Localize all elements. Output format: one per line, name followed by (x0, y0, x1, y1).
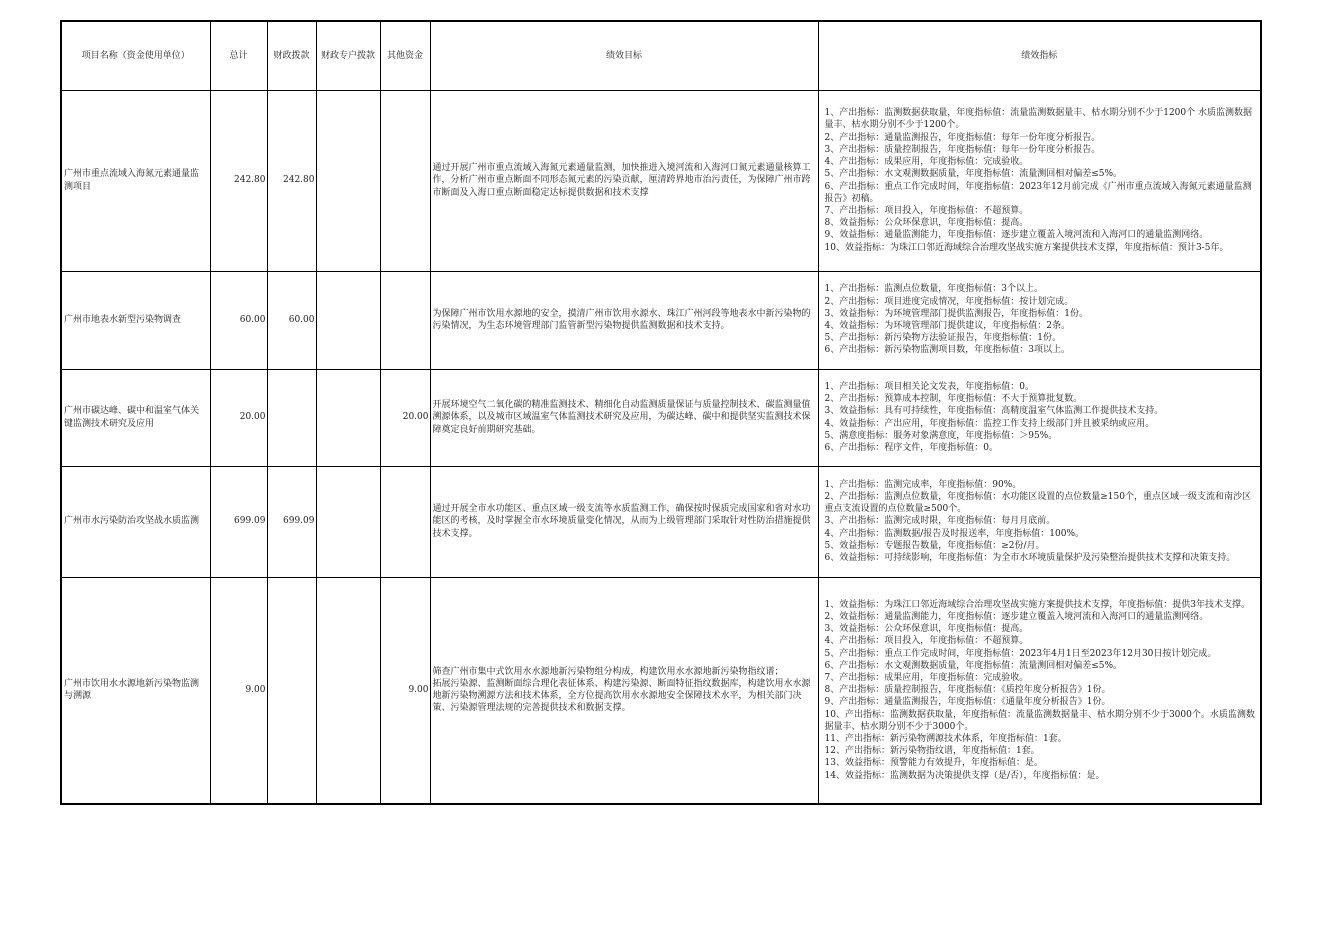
project-name-cell: 广州市饮用水水源地新污染物监测与溯源 (61, 577, 210, 804)
table-row (61, 369, 1261, 466)
indicator-line: 9、效益指标：通量监测能力，年度指标值：逐步建立覆盖入境河流和入海河口的通量监测网络。 (824, 230, 1209, 241)
indicator-line: 1、产出指标：项目相关论文发表，年度指标值：0。 (824, 381, 1034, 392)
indicator-line: 3、产出指标：监测完成时限，年度指标值：每月月底前。 (824, 516, 1056, 527)
indicator-line: 4、产出指标：项目投入，年度指标值：不超预算。 (824, 636, 1029, 647)
indicator-line: 7、产出指标：项目投入，年度指标值：不超预算。 (824, 205, 1029, 216)
performance-indicators-cell (818, 577, 1261, 804)
indicator-line: 1、效益指标：为珠江口邻近海域综合治理攻坚战实施方案提供技术支撑，年度指标值：提供3年技术支撑。 (824, 599, 1250, 610)
indicator-line: 1、产出指标：监测点位数量，年度指标值：3个以上。 (824, 284, 1043, 295)
project-name-cell: 广州市重点流域入海氮元素通量监测项目 (61, 90, 210, 271)
indicator-line: 5、满意度指标：服务对象满意度，年度指标值：＞95%。 (824, 430, 1058, 441)
indicator-line: 6、产出指标：水文观测数据质量，年度指标值：流量测回相对偏差≤5%。 (824, 660, 1123, 671)
performance-goal-cell: 通过开展全市水功能区、重点区域一级支流等水质监测工作，确保按时保质完成国家和省对水功能区的考核，及时掌握全市水环境质量变化情况，从而为上级管理部门采取针对性防治措施提供技术支撑。 (430, 466, 818, 577)
fiscal-allocation-cell: 699.09 (267, 466, 316, 577)
indicator-line: 5、产出指标：新污染物方法验证报告，年度指标值：1份。 (824, 333, 1061, 344)
table-row (61, 466, 1261, 577)
indicator-line: 6、产出指标：重点工作完成时间，年度指标值：2023年12月前完成《广州市重点流域入海氮元素通量监测报告》初稿。 (824, 181, 1252, 204)
total-cell: 60.00 (210, 271, 267, 369)
indicator-line: 4、效益指标：产出应用，年度指标值：监控工作支持上级部门并且被采纳或应用。 (824, 418, 1155, 429)
header-performance-indicators: 绩效指标 (818, 21, 1261, 90)
performance-indicators-cell (818, 369, 1261, 466)
indicator-line: 4、产出指标：成果应用，年度指标值：完成验收。 (824, 157, 1029, 168)
indicator-line: 13、效益指标：预警能力有效提升，年度指标值：是。 (824, 758, 1043, 769)
fiscal-allocation-cell: 242.80 (267, 90, 316, 271)
performance-goal-cell: 通过开展广州市重点流域入海氮元素通量监测，加快推进入境河流和入海河口氮元素通量核算工作，分析广州市重点断面不同形态氮元素的污染贡献，厘清跨界地市治污责任，为保障广州市跨市断面及入海口重点断面稳定达标提供数据和技术支撑 (430, 90, 818, 271)
header-fiscal-allocation: 财政拨款 (267, 21, 316, 90)
special-account-cell (316, 577, 380, 804)
total-cell: 9.00 (210, 577, 267, 804)
performance-goal-cell: 开展环境空气二氧化碳的精准监测技术、精细化自动监测质量保证与质量控制技术、碳监测量值溯源体系，以及城市区域温室气体监测技术研究及应用，为碳达峰、碳中和提供坚实监测技术保障奠定良好前期研究基础。 (430, 369, 818, 466)
indicator-line: 2、产出指标：预算成本控制，年度指标值：不大于预算批复数。 (824, 394, 1083, 405)
indicator-line: 4、效益指标：为环境管理部门提供建议，年度指标值：2条。 (824, 321, 1070, 331)
special-account-cell (316, 271, 380, 369)
indicator-line: 8、效益指标：公众环保意识，年度指标值：提高。 (824, 218, 1029, 229)
fiscal-allocation-cell (267, 369, 316, 466)
indicator-line: 3、效益指标：公众环保意识，年度指标值：提高。 (824, 624, 1029, 635)
performance-goal-cell: 筛查广州市集中式饮用水水源地新污染物组分构成，构建饮用水水源地新污染物指纹谱； 拓展污染源、监测断面综合理化表征体系、构建污染源、断面特征指纹数据库，构建饮用水水源地新污染物溯源方法和技术体系，全方位提高饮用水水源地安全保障技术水平，为相关部门决策、污染源管理法规的完善提供技术和数据支撑。 (430, 577, 818, 804)
indicator-line: 1、产出指标：监测数据获取量，年度指标值：流量监测数据量丰、枯水期分别不少于1200个 水质监测数据量丰、枯水期分别不少于1200个。 (824, 108, 1252, 131)
project-name-cell: 广州市碳达峰、碳中和温室气体关键监测技术研究及应用 (61, 369, 210, 466)
indicator-line: 6、产出指标：新污染物监测项目数，年度指标值：3项以上。 (824, 345, 1070, 356)
indicator-line: 9、产出指标：通量监测报告，年度指标值：《通量年度分析报告》1份。 (824, 697, 1111, 708)
performance-indicators-cell (818, 271, 1261, 369)
indicator-line: 2、产出指标：项目进度完成情况，年度指标值：按计划完成。 (824, 296, 1074, 307)
indicator-line: 4、产出指标：监测数据/报告及时报送率，年度指标值：100%。 (824, 528, 1084, 539)
other-funds-cell: 20.00 (380, 369, 430, 466)
indicator-line: 12、产出指标：新污染物指纹谱，年度指标值：1套。 (824, 746, 1040, 757)
indicator-line: 2、产出指标：通量监测报告，年度指标值：每年一份年度分析报告。 (824, 132, 1101, 143)
special-account-cell (316, 466, 380, 577)
indicator-line: 10、效益指标：为珠江口邻近海域综合治理攻坚战实施方案提供技术支撑，年度指标值：预计3-5年。 (824, 242, 1229, 253)
header-total: 总计 (210, 21, 267, 90)
indicator-line: 6、产出指标：程序文件，年度指标值：0。 (824, 442, 998, 453)
indicator-line: 2、效益指标：通量监测能力，年度指标值：逐步建立覆盖入境河流和入海河口的通量监测网络。 (824, 611, 1209, 622)
performance-goal-cell: 为保障广州市饮用水源地的安全，摸清广州市饮用水源水、珠江广州河段等地表水中新污染物的污染情况，为生态环境管理部门监管新型污染物提供监测数据和技术支持。 (430, 271, 818, 369)
indicator-line: 6、效益指标：可持续影响，年度指标值：为全市水环境质量保护及污染整治提供技术支撑和决策支持。 (824, 553, 1236, 563)
indicator-line: 11、产出指标：新污染物溯源技术体系，年度指标值：1套。 (824, 733, 1067, 744)
indicator-line: 8、产出指标：质量控制报告，年度指标值：《质控年度分析报告》1份。 (824, 685, 1111, 696)
performance-table (60, 20, 1262, 805)
performance-indicators-cell (818, 90, 1261, 271)
project-name-cell: 广州市地表水新型污染物调查 (61, 271, 210, 369)
other-funds-cell (380, 466, 430, 577)
indicator-line: 3、产出指标：质量控制报告，年度指标值：每年一份年度分析报告。 (824, 144, 1101, 155)
other-funds-cell (380, 271, 430, 369)
table-row (61, 577, 1261, 804)
total-cell: 699.09 (210, 466, 267, 577)
table-row (61, 271, 1261, 369)
total-cell: 242.80 (210, 90, 267, 271)
indicator-line: 14、效益指标：监测数据为决策提供支撑（是/否），年度指标值：是。 (824, 770, 1105, 781)
table-row (61, 90, 1261, 271)
indicator-line: 1、产出指标：监测完成率，年度指标值：90%。 (824, 479, 1022, 490)
special-account-cell (316, 90, 380, 271)
performance-indicators-cell (818, 466, 1261, 577)
indicator-line: 10、产出指标：监测数据获取量，年度指标值：流量监测数据量丰、枯水期分别不少于3000个。水质监测数据量丰、枯水期分别不少于3000个。 (824, 709, 1255, 732)
indicator-line: 3、效益指标：具有可持续性，年度指标值：高精度温室气体监测工作提供技术支持。 (824, 406, 1164, 417)
indicator-line: 5、产出指标：水文观测数据质量，年度指标值：流量测回相对偏差≤5%。 (824, 169, 1123, 180)
total-cell: 20.00 (210, 369, 267, 466)
indicator-line: 3、效益指标：为环境管理部门提供监测报告，年度指标值：1份。 (824, 308, 1088, 319)
header-project-name: 项目名称（资金使用单位） (61, 21, 210, 90)
header-performance-goal: 绩效目标 (430, 21, 818, 90)
header-special-account-allocation: 财政专户拨款 (316, 21, 380, 90)
project-name-cell: 广州市水污染防治攻坚战水质监测 (61, 466, 210, 577)
special-account-cell (316, 369, 380, 466)
other-funds-cell: 9.00 (380, 577, 430, 804)
indicator-line: 7、产出指标：成果应用，年度指标值：完成验收。 (824, 672, 1029, 683)
fiscal-allocation-cell (267, 577, 316, 804)
indicator-line: 5、效益指标：专题报告数量，年度指标值：≥2份/月。 (824, 540, 1045, 551)
table-body (61, 90, 1261, 804)
indicator-line: 5、产出指标：重点工作完成时间，年度指标值：2023年4月1日至2023年12月30日按计划完成。 (824, 648, 1217, 659)
fiscal-allocation-cell: 60.00 (267, 271, 316, 369)
indicator-line: 2、产出指标：监测点位数量，年度指标值：水功能区设置的点位数量≥150个，重点区域一级支流和南沙区重点支流设置的点位数量≥500个。 (824, 491, 1251, 515)
header-other-funds: 其他资金 (380, 21, 430, 90)
other-funds-cell (380, 90, 430, 271)
